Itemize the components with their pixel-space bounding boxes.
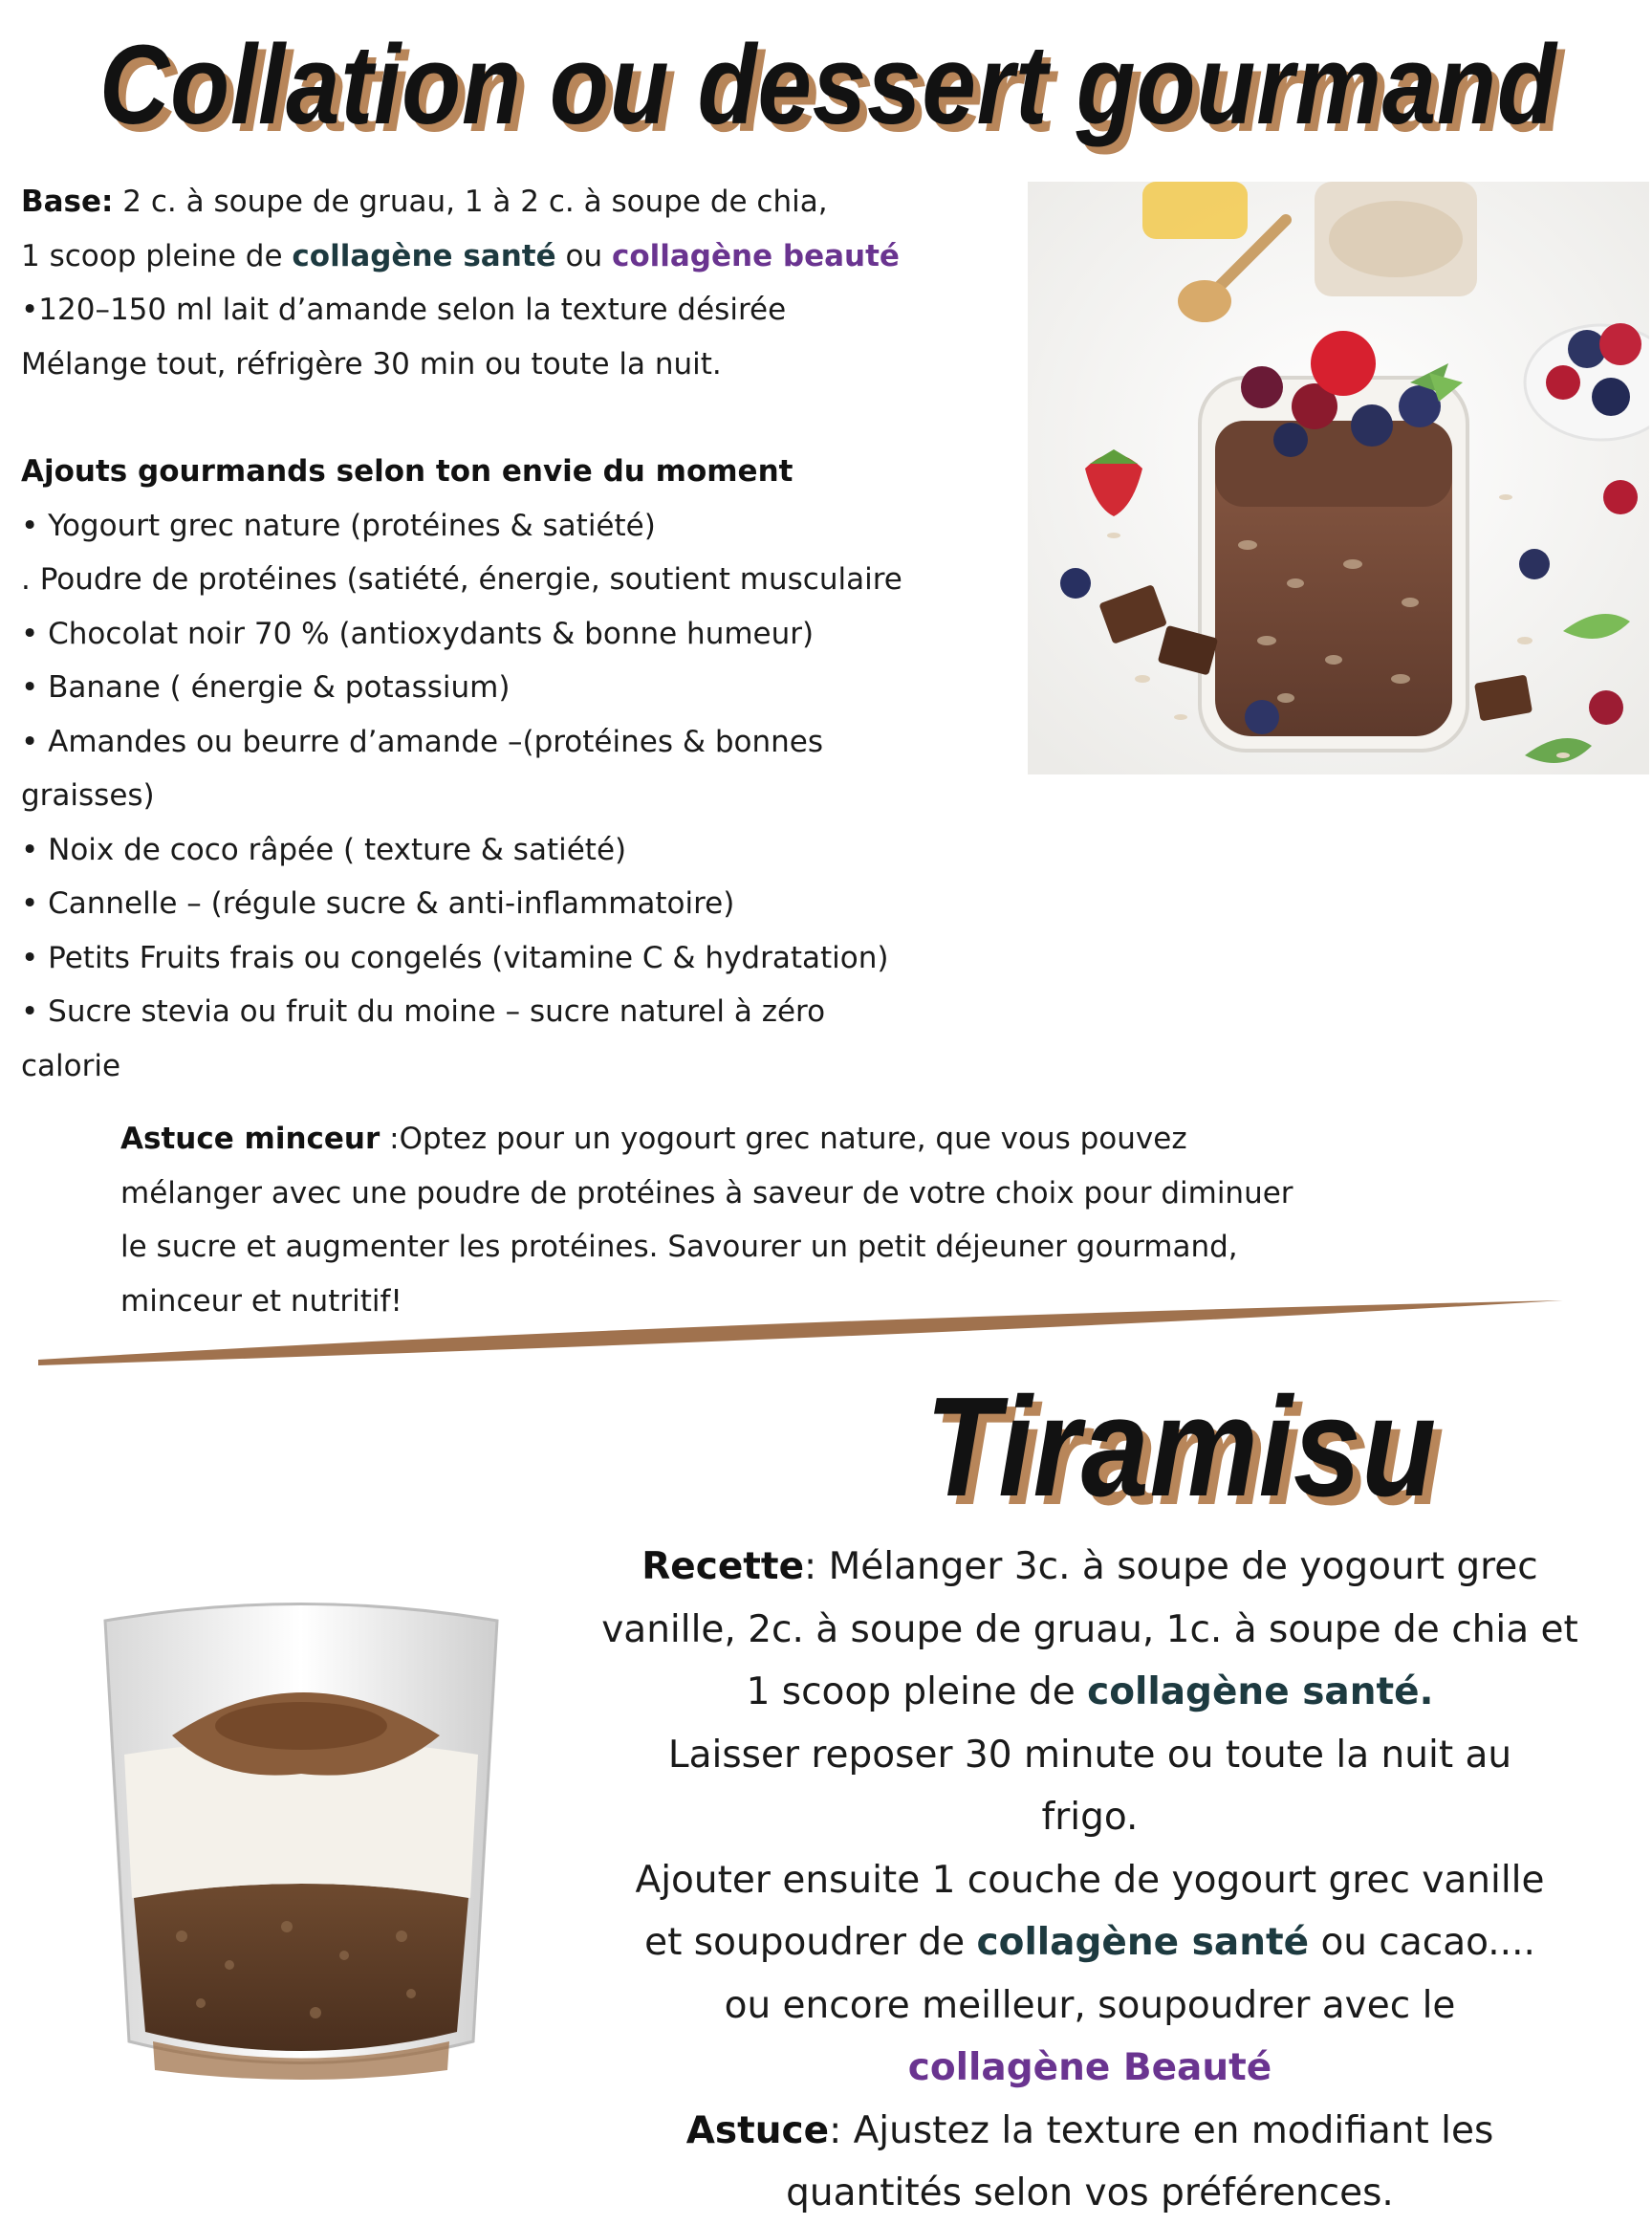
additions-item: . Poudre de protéines (satiété, énergie, soutient musculaire	[21, 562, 902, 597]
base-line-2-prefix: 1 scoop pleine de	[21, 238, 293, 273]
collagene-beaute-link[interactable]: collagène beauté	[611, 238, 900, 273]
tiramisu-recipe	[550, 1536, 1630, 2225]
tip-line-3: le sucre et augmenter les protéines. Savourer un petit déjeuner gourmand,	[120, 1230, 1238, 1264]
additions-item: • Amandes ou beurre d’amande –(protéines & bonnes	[21, 724, 824, 759]
base-line-4: Mélange tout, réfrigère 30 min ou toute la nuit.	[21, 346, 722, 382]
additions-item: • Sucre stevia ou fruit du moine – sucre naturel à zéro	[21, 994, 826, 1029]
tip-line-1: :Optez pour un yogourt grec nature, que vous pouvez	[380, 1122, 1187, 1156]
collagene-beaute-link[interactable]: collagène Beauté	[907, 2046, 1272, 2089]
recipe-tip-line-1	[550, 2100, 1630, 2163]
recipe-line-4: Laisser reposer 30 minute ou toute la nuit au	[667, 1733, 1512, 1777]
tip-line-2: mélanger avec une poudre de protéines à saveur de votre choix pour diminuer	[120, 1175, 1293, 1211]
recipe-tip-text: : Ajustez la texture en modifiant les	[829, 2108, 1494, 2152]
additions-item: • Yogourt grec nature (protéines & satiété)	[21, 508, 656, 543]
additions-item: • Chocolat noir 70 % (antioxydants & bonne humeur)	[21, 616, 815, 651]
tiramisu-glass-photo	[96, 1592, 507, 2089]
additions-section	[21, 445, 1073, 1093]
recipe-line-1-text: : Mélanger 3c. à soupe de yogourt grec	[804, 1545, 1538, 1588]
base-line-2-mid: ou	[555, 238, 612, 273]
recipe-tip-label: Astuce	[685, 2108, 830, 2152]
base-line-1: 2 c. à soupe de gruau, 1 à 2 c. à soupe de chia,	[113, 185, 828, 219]
page-title: Collation ou dessert gourmand	[99, 22, 1557, 148]
collagene-sante-link[interactable]: collagène santé.	[1087, 1670, 1434, 1713]
tip-paragraph	[120, 1112, 1554, 1328]
collagene-sante-link[interactable]: collagène santé	[292, 238, 556, 273]
base-paragraph	[21, 175, 1034, 391]
overnight-oats-jar-photo	[1028, 182, 1649, 774]
recipe-line-3	[550, 1661, 1630, 1724]
recipe-line-5: frigo.	[1041, 1796, 1139, 1839]
additions-item: • Noix de coco râpée ( texture & satiété)	[21, 832, 627, 867]
tip-label: Astuce minceur	[120, 1122, 380, 1156]
collagene-sante-link[interactable]: collagène santé	[976, 1921, 1310, 1964]
recipe-line-2: vanille, 2c. à soupe de gruau, 1c. à soupe de chia et	[601, 1607, 1578, 1651]
base-label: Base:	[21, 185, 114, 219]
recipe-line-3-prefix: 1 scoop pleine de	[746, 1670, 1088, 1713]
additions-item: • Petits Fruits frais ou congelés (vitamine C & hydratation)	[21, 940, 889, 975]
additions-heading: Ajouts gourmands selon ton envie du moment	[21, 454, 793, 489]
recipe-line-6: Ajouter ensuite 1 couche de yogourt grec vanille	[635, 1858, 1545, 1902]
additions-item: • Cannelle – (régule sucre & anti-inflammatoire)	[21, 886, 735, 921]
base-line-3: •120–150 ml lait d’amande selon la texture désirée	[21, 293, 787, 327]
recipe-line-7-suffix: ou cacao....	[1309, 1921, 1535, 1964]
additions-item: graisses)	[21, 778, 155, 813]
recipe-tip-line-2: quantités selon vos préférences.	[786, 2171, 1394, 2214]
recipe-line-7	[550, 1911, 1630, 1974]
additions-item: • Banane ( énergie & potassium)	[21, 670, 511, 705]
additions-item: calorie	[21, 1048, 121, 1083]
recipe-line-1	[550, 1536, 1630, 1599]
recipe-line-7-prefix: et soupoudrer de	[644, 1921, 977, 1964]
tip-line-4: minceur et nutritif!	[120, 1283, 402, 1319]
recipe-line-8: ou encore meilleur, soupoudrer avec le	[724, 1983, 1456, 2027]
recipe-label: Recette	[641, 1545, 805, 1588]
tiramisu-title: Tiramisu	[925, 1368, 1438, 1526]
section-divider	[38, 1300, 1577, 1377]
